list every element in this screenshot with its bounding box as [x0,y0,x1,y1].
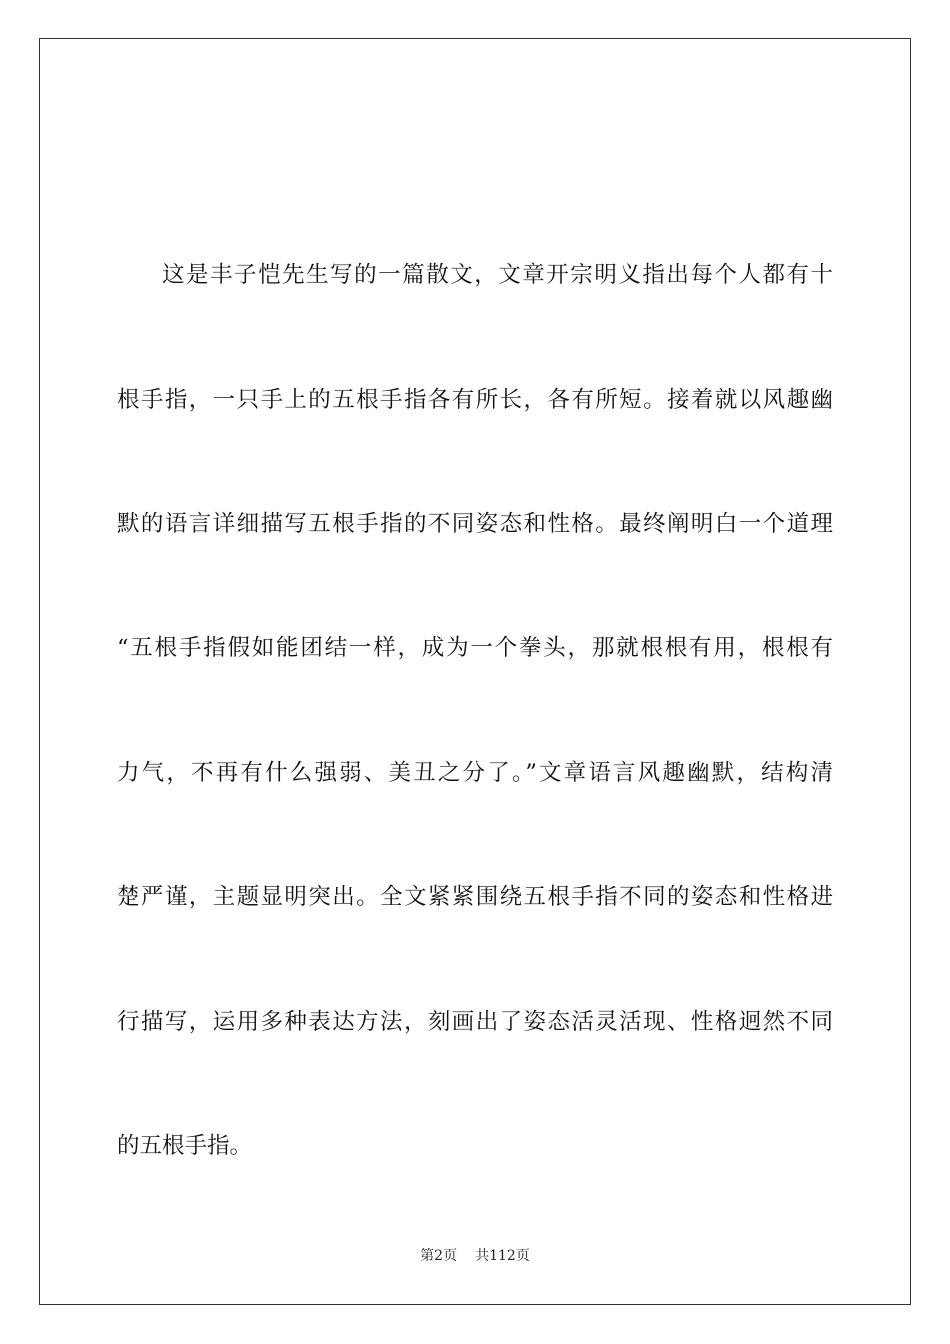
page-footer [0,1247,950,1265]
paragraph-line: 行描写，运用多种表达方法，刻画出了姿态活灵活现、性格迥然不同 [117,1009,833,1035]
paragraph-line: 根手指，一只手上的五根手指各有所长，各有所短。接着就以风趣幽 [117,387,833,413]
paragraph-line: 楚严谨，主题显明突出。全文紧紧围绕五根手指不同的姿态和性格进 [117,884,833,910]
page-number: 第2页 [420,1248,458,1264]
paragraph-line: 力气，不再有什么强弱、美丑之分了。”文章语言风趣幽默，结构清 [117,760,833,786]
paragraph-line: 这是丰子恺先生写的一篇散文，文章开宗明义指出每个人都有十 [162,262,833,288]
page-total: 共112页 [475,1248,530,1264]
paragraph-line: “五根手指假如能团结一样，成为一个拳头，那就根根有用，根根有 [117,635,833,661]
paragraph-line: 的五根手指。 [117,1133,253,1159]
page-border [39,38,911,1305]
paragraph-line: 默的语言详细描写五根手指的不同姿态和性格。最终阐明白一个道理 [117,511,833,537]
